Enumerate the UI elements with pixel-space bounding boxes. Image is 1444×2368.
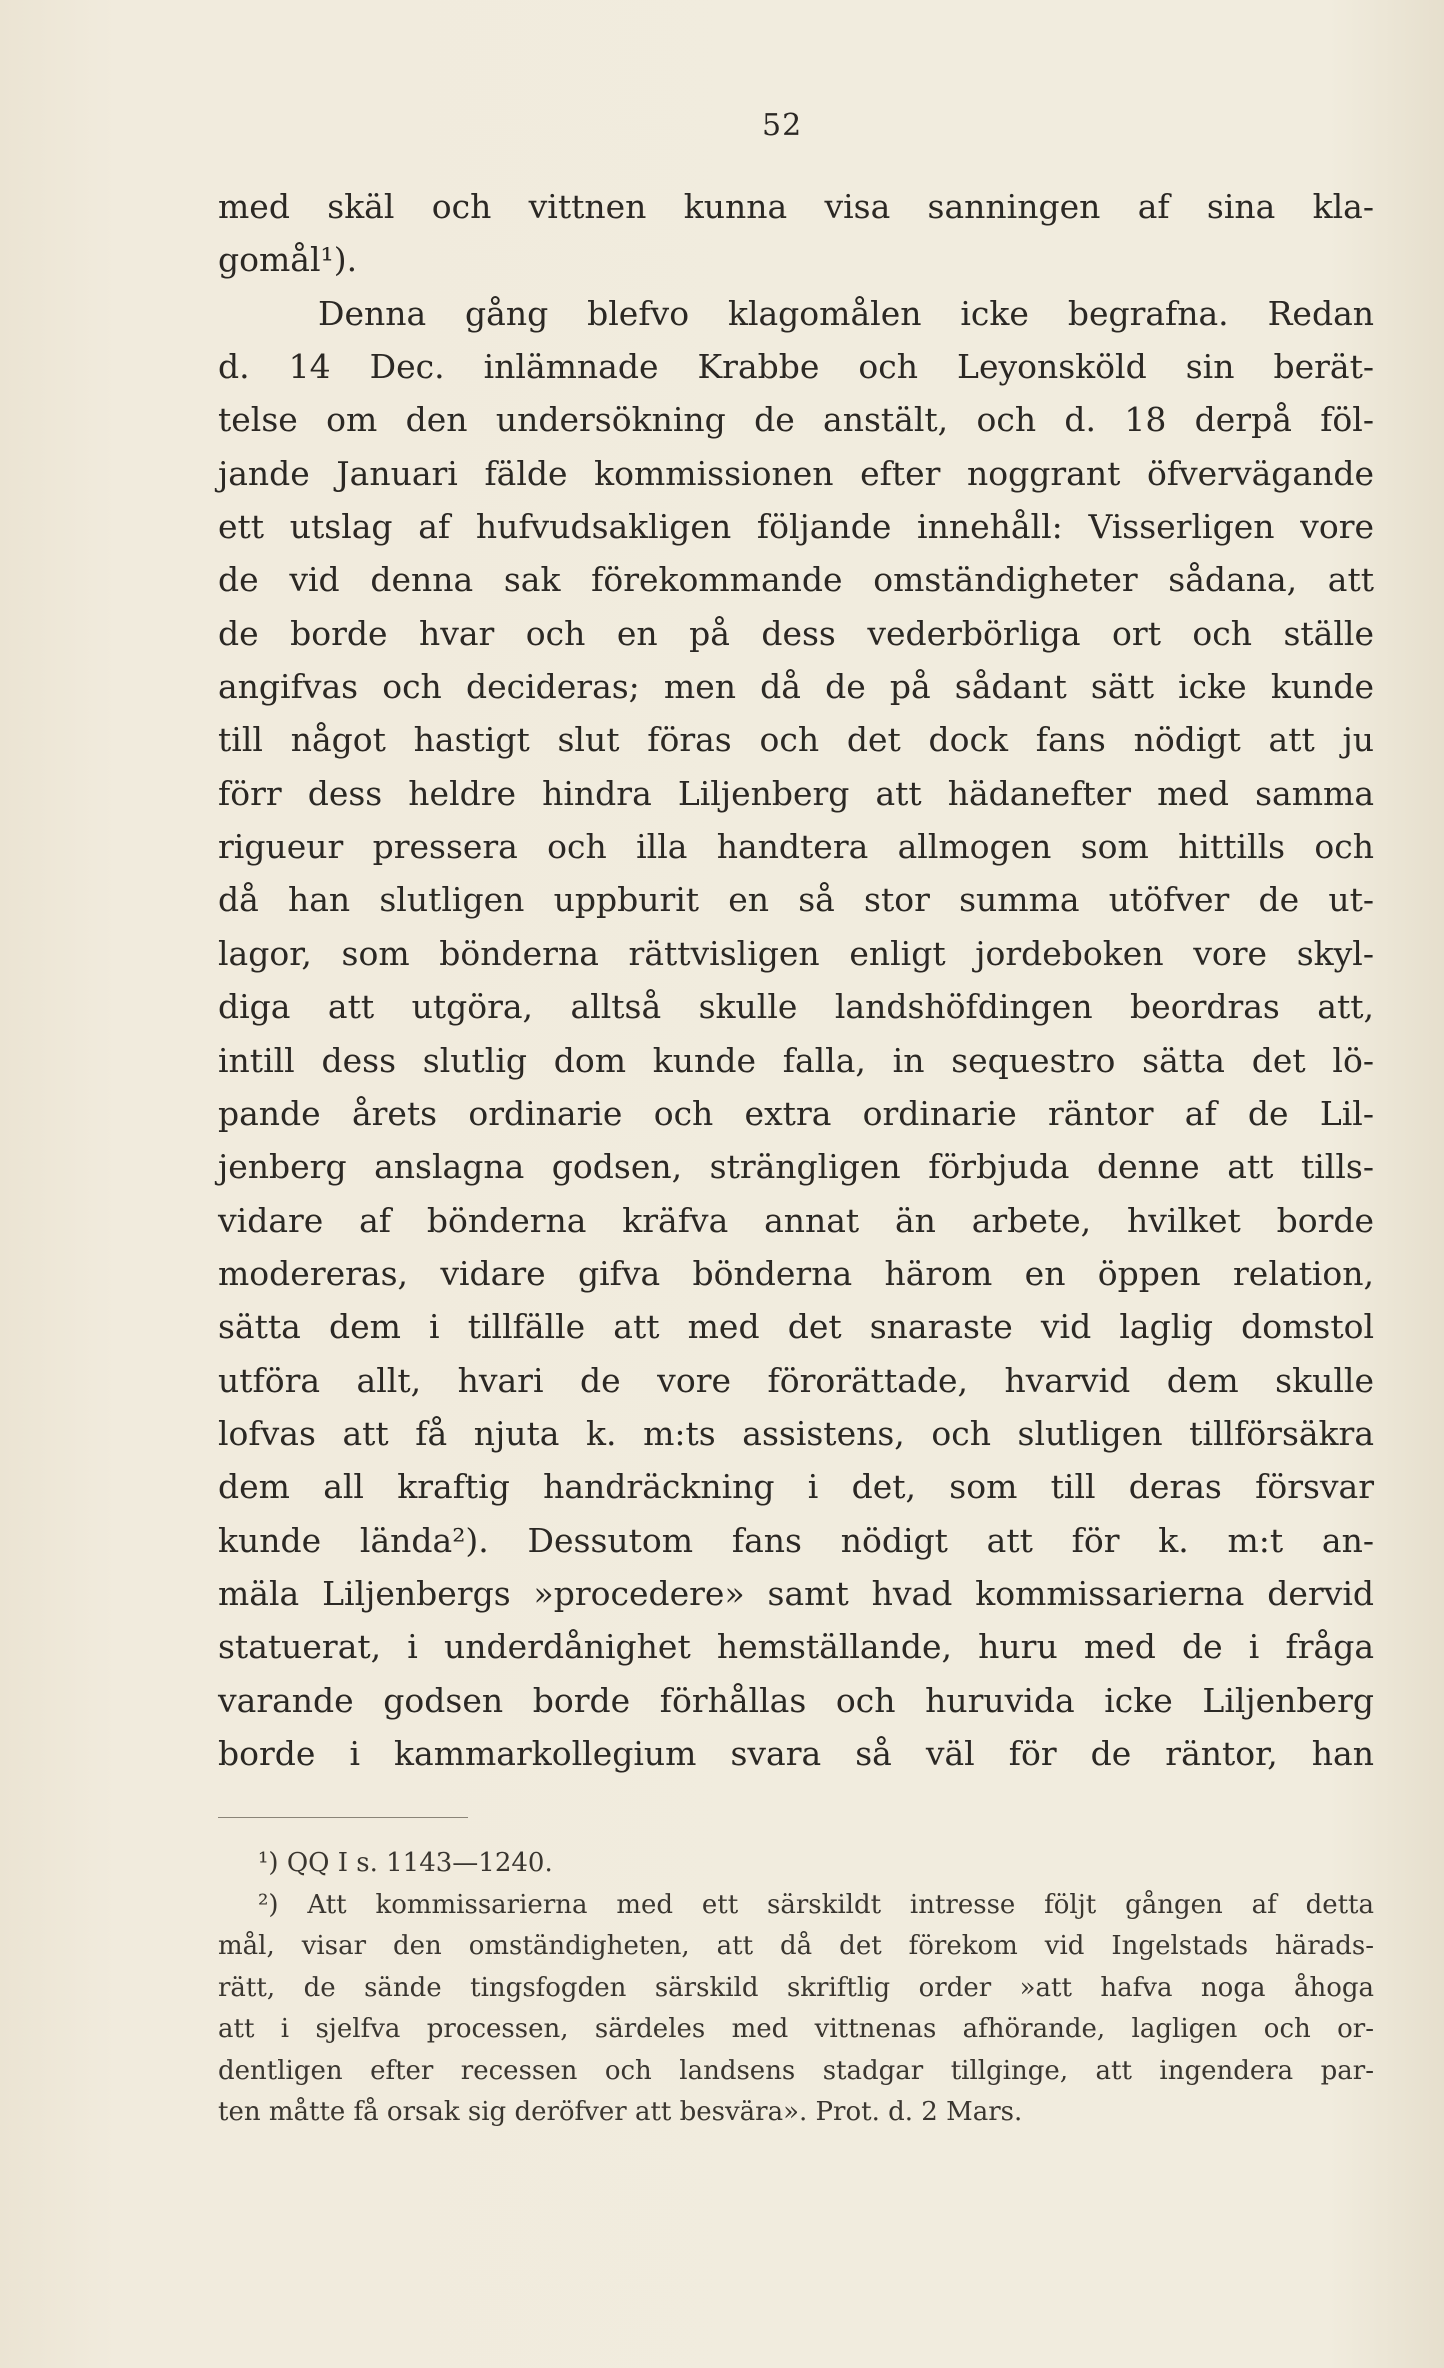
text-line: dem all kraftig handräckning i det, som till deras försvar — [218, 1467, 1374, 1507]
footnote-line: dentligen efter recessen och landsens stadgar tillginge, att ingendera par- — [218, 2055, 1374, 2086]
text-line: förr dess heldre hindra Liljenberg att hädanefter med samma — [218, 773, 1374, 813]
footnote-line: mål, visar den omständigheten, att då det förekom vid Ingelstads härads- — [218, 1931, 1374, 1961]
text-line: Denna gång blefvo klagomålen icke begrafna. Redan — [318, 293, 1374, 333]
text-line: jande Januari fälde kommissionen efter noggrant öfvervägande — [218, 453, 1374, 493]
text-line: d. 14 Dec. inlämnade Krabbe och Leyonsköld sin berät- — [218, 347, 1374, 387]
text-line: kunde lända²). Dessutom fans nödigt att för k. m:t an- — [218, 1520, 1374, 1560]
text-line: gomål¹). — [218, 240, 358, 280]
text-line: borde i kammarkollegium svara så väl för de räntor, han — [218, 1733, 1374, 1773]
text-line: rigueur pressera och illa handtera allmogen som hittills och — [218, 827, 1374, 867]
text-line: lofvas att få njuta k. m:ts assistens, och slutligen tillförsäkra — [218, 1413, 1374, 1453]
footnote-divider — [218, 1817, 468, 1818]
footnote-line: ²) Att kommissarierna med ett särskildt intresse följt gången af detta — [258, 1889, 1374, 1920]
text-line: mäla Liljenbergs »procedere» samt hvad kommissarierna dervid — [218, 1573, 1374, 1613]
text-line: de vid denna sak förekommande omständigheter sådana, att — [218, 560, 1374, 600]
text-line: intill dess slutlig dom kunde falla, in sequestro sätta det lö- — [218, 1040, 1374, 1080]
text-line: utföra allt, hvari de vore förorättade, hvarvid dem skulle — [218, 1360, 1374, 1400]
footnote-line: ten måtte få orsak sig deröfver att besvära». Prot. d. 2 Mars. — [218, 2097, 1023, 2127]
text-line: ett utslag af hufvudsakligen följande innehåll: Visserligen vore — [218, 507, 1374, 547]
text-line: telse om den undersökning de anstält, och d. 18 derpå föl- — [218, 400, 1374, 440]
text-line: statuerat, i underdånighet hemställande, huru med de i fråga — [218, 1627, 1374, 1667]
text-line: pande årets ordinarie och extra ordinarie räntor af de Lil- — [218, 1093, 1374, 1133]
text-line: angifvas och decideras; men då de på sådant sätt icke kunde — [218, 667, 1374, 707]
body-text — [218, 180, 1374, 1780]
text-line: med skäl och vittnen kunna visa sanningen af sina kla- — [218, 187, 1374, 226]
text-line: sätta dem i tillfälle att med det snaraste vid laglig domstol — [218, 1307, 1374, 1347]
text-line: diga att utgöra, alltså skulle landshöfdingen beordras att, — [218, 987, 1374, 1027]
footnote-line: att i sjelfva processen, särdeles med vittnenas afhörande, lagligen och or- — [218, 2014, 1374, 2044]
text-line: vidare af bönderna kräfva annat än arbete, hvilket borde — [218, 1200, 1374, 1240]
text-line: jenberg anslagna godsen, strängligen förbjuda denne att tills- — [218, 1147, 1374, 1187]
text-line: lagor, som bönderna rättvisligen enligt jordeboken vore skyl- — [218, 933, 1374, 973]
text-line: då han slutligen uppburit en så stor summa utöfver de ut- — [218, 880, 1374, 920]
page-number: 52 — [762, 108, 803, 143]
footnote-line: rätt, de sände tingsfogden särskild skriftlig order »att hafva noga åhoga — [218, 1972, 1374, 2003]
footnote-line: ¹) QQ I s. 1143—1240. — [258, 1848, 553, 1878]
footnotes — [218, 1843, 1374, 2134]
text-line: till något hastigt slut föras och det dock fans nödigt att ju — [218, 720, 1374, 760]
text-line: varande godsen borde förhållas och huruvida icke Liljenberg — [218, 1680, 1374, 1720]
text-line: modereras, vidare gifva bönderna härom en öppen relation, — [218, 1253, 1374, 1293]
text-line: de borde hvar och en på dess vederbörliga ort och ställe — [218, 613, 1374, 653]
